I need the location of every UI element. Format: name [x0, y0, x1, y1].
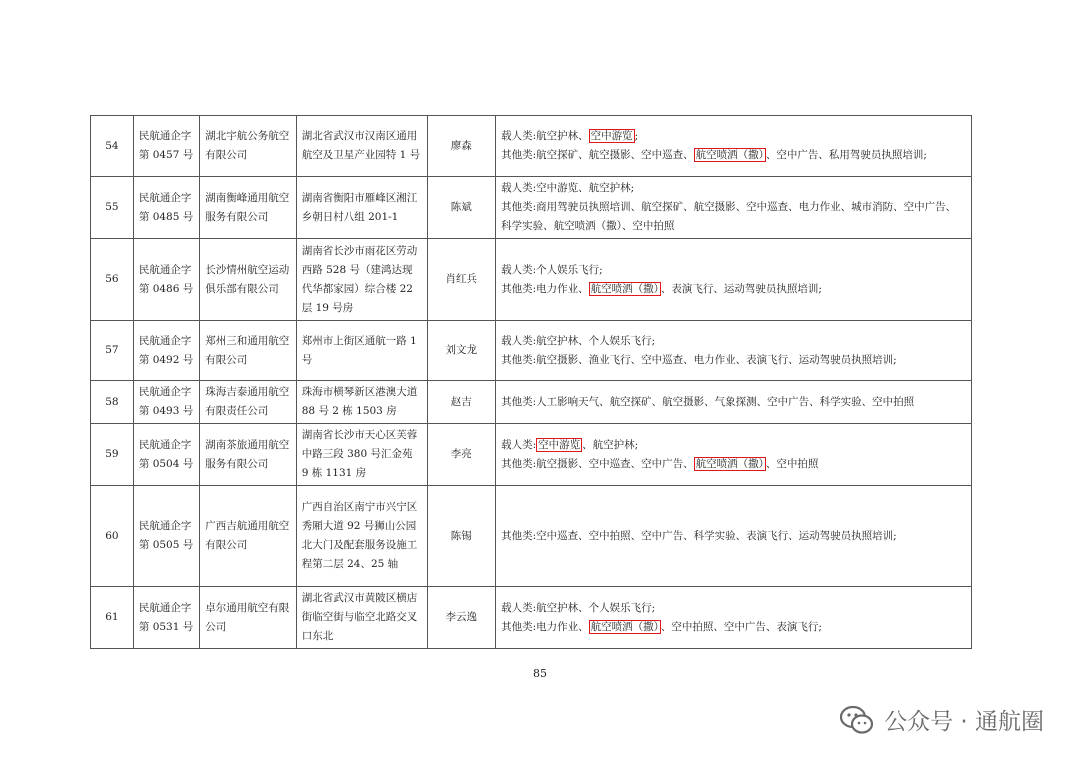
- legal-representative: 陈斌: [427, 177, 496, 239]
- scope-text: 其他类:航空探矿、航空摄影、空中巡查、: [501, 149, 694, 161]
- business-scope: [496, 587, 972, 649]
- company-address: 湖北省武汉市汉南区通用航空及卫星产业园特 1 号: [296, 116, 427, 177]
- table-body: [91, 116, 972, 649]
- certificate-number: 民航通企字第 0457 号: [133, 116, 199, 177]
- certificate-number: 民航通企字第 0486 号: [133, 239, 199, 321]
- scope-line: [501, 280, 966, 299]
- scope-text: 、空中拍照、空中广告、表演飞行;: [660, 620, 822, 633]
- company-name: 湖北宇航公务航空有限公司: [200, 116, 296, 177]
- scope-line: [501, 455, 966, 474]
- highlighted-scope: 空中游览: [590, 130, 633, 142]
- scope-line: [501, 527, 966, 546]
- row-number: 55: [91, 177, 134, 239]
- row-number: 58: [91, 381, 134, 424]
- wechat-icon: [840, 705, 874, 735]
- scope-line: [501, 351, 966, 370]
- scope-text: 载人类:航空护林、个人娱乐飞行;: [501, 601, 656, 614]
- table-row: [91, 424, 972, 486]
- table-row: [91, 587, 972, 649]
- scope-line: [501, 332, 966, 351]
- certificate-number: 民航通企字第 0492 号: [133, 321, 199, 381]
- scope-text: 其他类:人工影响天气、航空探矿、航空摄影、气象探测、空中广告、科学实验、空中拍照: [501, 395, 915, 408]
- business-scope: [496, 321, 972, 381]
- company-address: 广西自治区南宁市兴宁区秀厢大道 92 号狮山公园北大门及配套服务设施工程第二层 24、25 轴: [296, 486, 427, 587]
- certificate-number: 民航通企字第 0505 号: [133, 486, 199, 587]
- scope-text: 载人类:: [501, 438, 537, 451]
- company-name: 湖南衡峰通用航空服务有限公司: [200, 177, 296, 239]
- company-address: 珠海市横琴新区港澳大道 88 号 2 栋 1503 房: [296, 381, 427, 424]
- legal-representative: 刘文龙: [427, 321, 496, 381]
- certificate-number: 民航通企字第 0485 号: [133, 177, 199, 239]
- legal-representative: 李云逸: [427, 587, 496, 649]
- business-scope: [496, 177, 972, 239]
- scope-text: 载人类:航空护林、: [501, 130, 589, 142]
- scope-text: 、航空护林;: [582, 438, 639, 451]
- scope-text: 其他类:商用驾驶员执照培训、航空探矿、航空摄影、空中巡查、电力作业、城市消防、空中广告、科学实验、航空喷洒（撒）、空中拍照: [501, 201, 957, 232]
- company-name: 长沙情州航空运动俱乐部有限公司: [200, 239, 296, 321]
- company-name: 湖南茶旅通用航空服务有限公司: [200, 424, 296, 486]
- company-address: 湖北省武汉市黄陂区横店街临空街与临空北路交叉口东北: [296, 587, 427, 649]
- scope-line: [501, 179, 966, 198]
- business-scope: [496, 424, 972, 486]
- highlighted-scope: 航空喷洒（撒）: [695, 457, 764, 470]
- scope-text: 其他类:航空摄影、空中巡查、空中广告、: [501, 457, 694, 470]
- scope-line: [501, 618, 966, 637]
- highlighted-scope: 空中游览: [538, 438, 581, 451]
- table-row: [91, 321, 972, 381]
- scope-line: [501, 261, 966, 280]
- company-name: 卓尔通用航空有限公司: [200, 587, 296, 649]
- scope-text: 其他类:航空摄影、渔业飞行、空中巡查、电力作业、表演飞行、运动驾驶员执照培训;: [501, 353, 897, 366]
- page-number: 85: [533, 667, 547, 680]
- highlighted-scope: 航空喷洒（撒）: [695, 149, 764, 161]
- business-scope: [496, 239, 972, 321]
- certificate-number: 民航通企字第 0504 号: [133, 424, 199, 486]
- legal-representative: 李亮: [427, 424, 496, 486]
- highlighted-scope: 航空喷洒（撒）: [590, 620, 659, 633]
- row-number: 57: [91, 321, 134, 381]
- business-scope: [496, 116, 972, 177]
- table-row: [91, 177, 972, 239]
- scope-text: ;: [634, 130, 639, 142]
- legal-representative: 赵吉: [427, 381, 496, 424]
- legal-representative: 肖红兵: [427, 239, 496, 321]
- company-address: 湖南省衡阳市雁峰区湘江乡朝日村八组 201-1: [296, 177, 427, 239]
- scope-line: [501, 393, 966, 412]
- scope-line: [501, 146, 966, 165]
- table-row: [91, 239, 972, 321]
- company-address: 湖南省长沙市天心区芙蓉中路三段 380 号汇金苑 9 栋 1131 房: [296, 424, 427, 486]
- legal-representative: 陈锡: [427, 486, 496, 587]
- table-row: [91, 381, 972, 424]
- scope-text: 其他类:空中巡查、空中拍照、空中广告、科学实验、表演飞行、运动驾驶员执照培训;: [501, 529, 897, 542]
- scope-line: [501, 436, 966, 455]
- certificate-number: 民航通企字第 0493 号: [133, 381, 199, 424]
- company-table: [90, 115, 972, 649]
- scope-line: [501, 198, 966, 236]
- table-row: [91, 116, 972, 177]
- row-number: 54: [91, 116, 134, 177]
- watermark: [840, 703, 1044, 736]
- scope-text: 、空中拍照: [765, 457, 819, 470]
- scope-text: 载人类:个人娱乐飞行;: [501, 263, 603, 276]
- company-name: 珠海吉泰通用航空有限责任公司: [200, 381, 296, 424]
- certificate-number: 民航通企字第 0531 号: [133, 587, 199, 649]
- business-scope: [496, 381, 972, 424]
- scope-line: [501, 599, 966, 618]
- row-number: 61: [91, 587, 134, 649]
- scope-text: 其他类:电力作业、: [501, 282, 589, 295]
- company-address: 湖南省长沙市雨花区劳动西路 528 号（建鸿达现代华都家园）综合楼 22 层 19 号房: [296, 239, 427, 321]
- company-name: 郑州三和通用航空有限公司: [200, 321, 296, 381]
- company-address: 郑州市上街区通航一路 1 号: [296, 321, 427, 381]
- business-scope: [496, 486, 972, 587]
- legal-representative: 廖森: [427, 116, 496, 177]
- scope-text: 载人类:航空护林、个人娱乐飞行;: [501, 334, 656, 347]
- watermark-text: 公众号 · 通航圈: [884, 709, 1044, 735]
- scope-text: 载人类:空中游览、航空护林;: [501, 182, 635, 194]
- scope-line: [501, 127, 966, 146]
- scope-text: 、表演飞行、运动驾驶员执照培训;: [660, 282, 822, 295]
- table-row: [91, 486, 972, 587]
- row-number: 60: [91, 486, 134, 587]
- row-number: 56: [91, 239, 134, 321]
- scope-text: 其他类:电力作业、: [501, 620, 589, 633]
- company-name: 广西吉航通用航空有限公司: [200, 486, 296, 587]
- scope-text: 、空中广告、私用驾驶员执照培训;: [765, 149, 927, 161]
- row-number: 59: [91, 424, 134, 486]
- highlighted-scope: 航空喷洒（撒）: [590, 282, 659, 295]
